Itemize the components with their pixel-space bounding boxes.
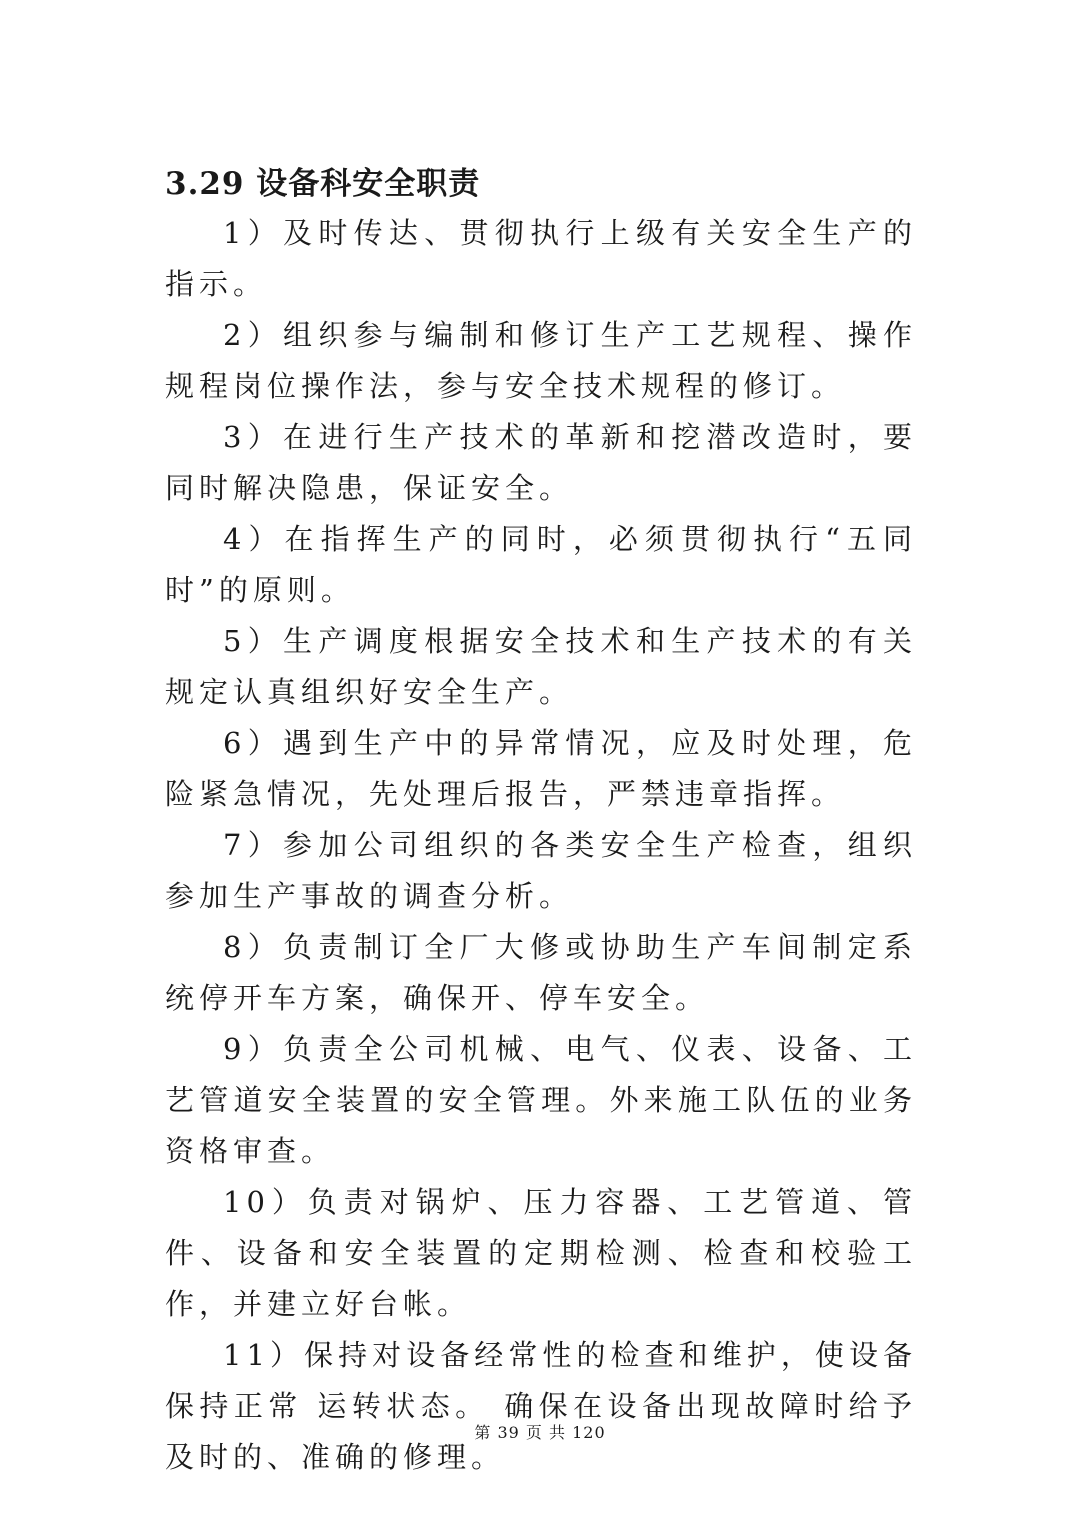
list-item: 10）负责对锅炉、压力容器、工艺管道、管件、设备和安全装置的定期检测、检查和校验工作，并建立好台帐。 <box>165 1185 917 1321</box>
list-item: 7）参加公司组织的各类安全生产检查，组织参加生产事故的调查分析。 <box>165 828 917 913</box>
section-heading: 3.29 设备科安全职责 <box>165 166 481 202</box>
list-item: 8）负责制订全厂大修或协助生产车间制定系统停开车方案，确保开、停车安全。 <box>165 930 917 1015</box>
list-item: 1）及时传达、贯彻执行上级有关安全生产的指示。 <box>165 216 917 301</box>
page-number-footer: 第 39 页 共 120 <box>474 1423 606 1442</box>
list-item: 3）在进行生产技术的革新和挖潜改造时，要同时解决隐患，保证安全。 <box>165 420 917 505</box>
list-item: 2）组织参与编制和修订生产工艺规程、操作规程岗位操作法，参与安全技术规程的修订。 <box>165 318 917 403</box>
responsibility-list <box>165 208 917 1483</box>
list-item: 6）遇到生产中的异常情况，应及时处理，危险紧急情况，先处理后报告，严禁违章指挥。 <box>165 726 917 811</box>
list-item: 11）保持对设备经常性的检查和维护，使设备保持正常 运转状态。 确保在设备出现故障时给予及时的、准确的修理。 <box>165 1338 917 1474</box>
list-item: 9）负责全公司机械、电气、仪表、设备、工艺管道安全装置的安全管理。外来施工队伍的业务资格审查。 <box>165 1032 917 1168</box>
list-item: 5）生产调度根据安全技术和生产技术的有关规定认真组织好安全生产。 <box>165 624 917 709</box>
list-item: 4）在指挥生产的同时，必须贯彻执行“五同时”的原则。 <box>165 522 917 607</box>
